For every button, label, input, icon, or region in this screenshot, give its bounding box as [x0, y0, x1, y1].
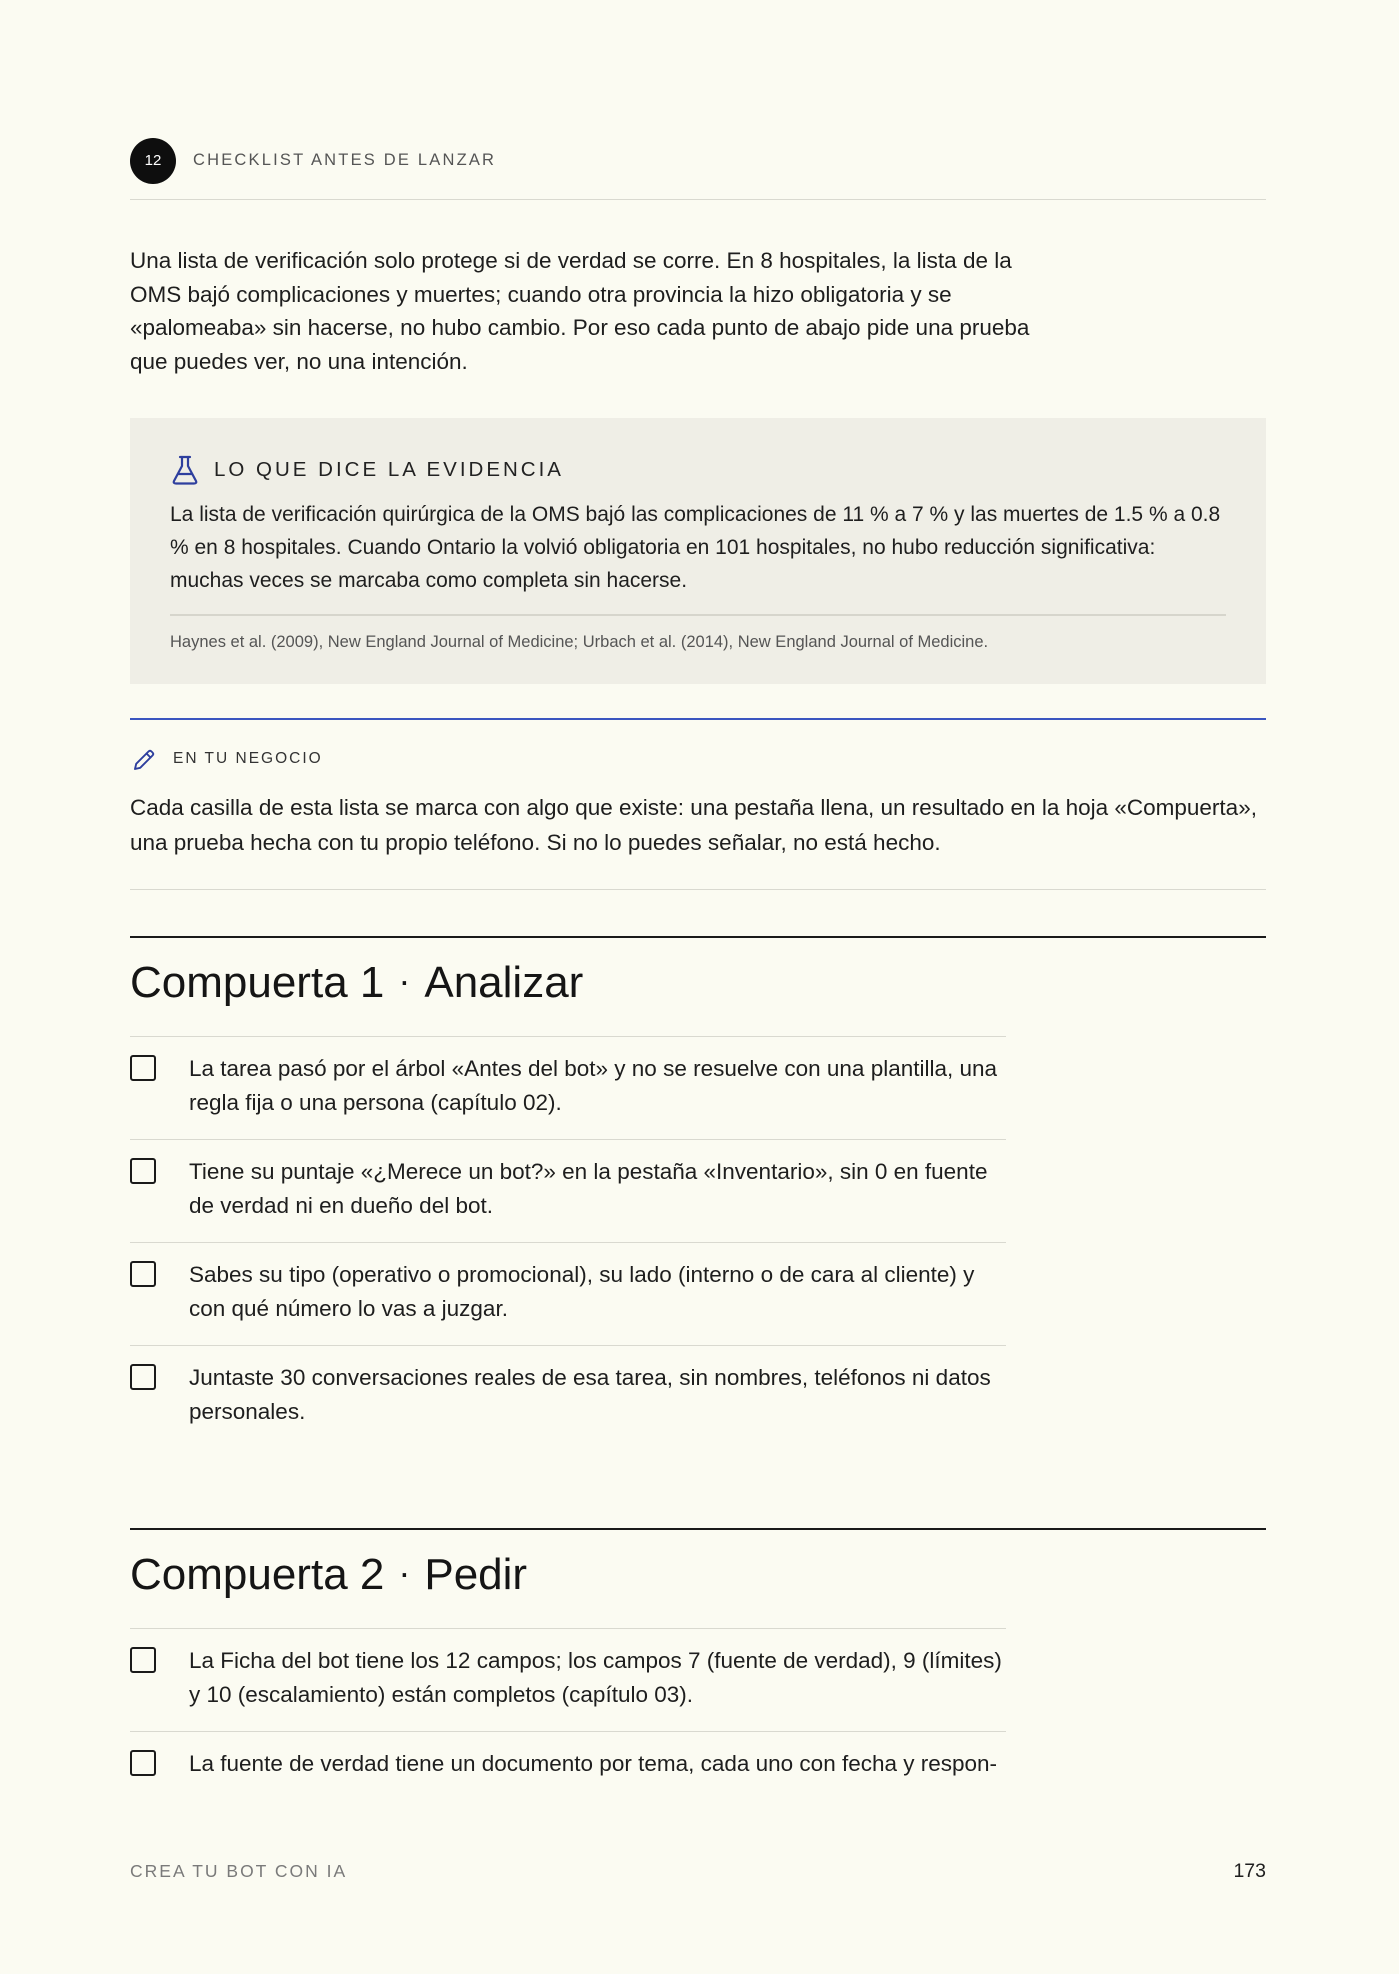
- gate-2-separator: ·: [398, 1552, 411, 1593]
- checkbox[interactable]: [130, 1055, 156, 1081]
- business-label: EN TU NEGOCIO: [173, 750, 323, 767]
- gate-1-name: Compuerta 1: [130, 958, 385, 1007]
- checklist-item-text: Sabes su tipo (operativo o promocional), su lado (interno o de cara al cliente) y con qué número lo vas a juzgar.: [189, 1262, 975, 1321]
- chapter-number-badge: 12: [130, 138, 176, 184]
- gate-2-action: Pedir: [424, 1550, 528, 1599]
- gate-2-checklist: [130, 1628, 1006, 1790]
- business-callout: [130, 718, 1266, 890]
- footer-book-title: CREA TU BOT CON IA: [130, 1861, 348, 1881]
- intro-paragraph: Una lista de verificación solo protege si de verdad se corre. En 8 hospitales, la lista de la OMS bajó complicaciones y muertes; cuando otra provincia la hizo obligatoria y se «palomeaba» sin hacerse, no hubo cambio. Por eso cada punto de abajo pide una prueba que puedes ver, no una intención.: [130, 248, 1030, 374]
- checkbox[interactable]: [130, 1750, 156, 1776]
- checkbox[interactable]: [130, 1158, 156, 1184]
- checkbox[interactable]: [130, 1364, 156, 1390]
- evidence-citation: Haynes et al. (2009), New England Journal of Medicine; Urbach et al. (2014), New England Journal of Medicine.: [170, 633, 989, 651]
- checklist-item-text: La Ficha del bot tiene los 12 campos; los campos 7 (fuente de verdad), 9 (límites) y 10 (escalamiento) están completos (capítulo 03).: [189, 1648, 1002, 1707]
- chapter-title: CHECKLIST ANTES DE LANZAR: [193, 151, 497, 169]
- gate-1-section: [130, 936, 1266, 1438]
- checklist-item: [130, 1628, 1006, 1731]
- checklist-item-text: La tarea pasó por el árbol «Antes del bot» y no se resuelve con una plantilla, una regla fija o una persona (capítulo 02).: [189, 1056, 998, 1115]
- page-number: 173: [1233, 1860, 1266, 1882]
- gate-2-title: [130, 1550, 527, 1600]
- gate-2-name: Compuerta 2: [130, 1550, 385, 1599]
- chapter-header: [130, 138, 1266, 200]
- gate-1-separator: ·: [398, 960, 411, 1001]
- checklist-item: [130, 1036, 1006, 1139]
- checklist-item-text: Juntaste 30 conversaciones reales de esa tarea, sin nombres, teléfonos ni datos personales.: [189, 1365, 991, 1424]
- business-text: Cada casilla de esta lista se marca con algo que existe: una pestaña llena, un resultado en la hoja «Compuerta», una prueba hecha con tu propio teléfono. Si no lo puedes señalar, no está hecho.: [130, 795, 1257, 855]
- gate-1-title: [130, 958, 583, 1008]
- pencil-icon: [132, 748, 156, 772]
- flask-icon: [170, 454, 200, 486]
- evidence-title: LO QUE DICE LA EVIDENCIA: [214, 458, 564, 481]
- checkbox[interactable]: [130, 1647, 156, 1673]
- checklist-item: [130, 1139, 1006, 1242]
- page: [130, 0, 1266, 1974]
- checklist-item-text: Tiene su puntaje «¿Merece un bot?» en la pestaña «Inventario», sin 0 en fuente de verdad ni en dueño del bot.: [189, 1159, 988, 1218]
- evidence-text: La lista de verificación quirúrgica de la OMS bajó las complicaciones de 11 % a 7 % y las muertes de 1.5 % a 0.8 % en 8 hospitales. Cuando Ontario la volvió obligatoria en 101 hospitales, no hubo reducción significativa: muchas veces se marcaba como completa sin hacerse.: [170, 503, 1221, 592]
- gate-1-action: Analizar: [424, 958, 584, 1007]
- checklist-item: [130, 1242, 1006, 1345]
- evidence-box: [130, 418, 1266, 684]
- checklist-item: [130, 1345, 1006, 1448]
- checkbox[interactable]: [130, 1261, 156, 1287]
- gate-1-checklist: [130, 1036, 1006, 1448]
- gate-2-section: [130, 1528, 1266, 1790]
- checklist-item-text: La fuente de verdad tiene un documento por tema, cada uno con fecha y respon-: [189, 1751, 998, 1776]
- divider: [170, 614, 1226, 616]
- checklist-item: [130, 1731, 1006, 1790]
